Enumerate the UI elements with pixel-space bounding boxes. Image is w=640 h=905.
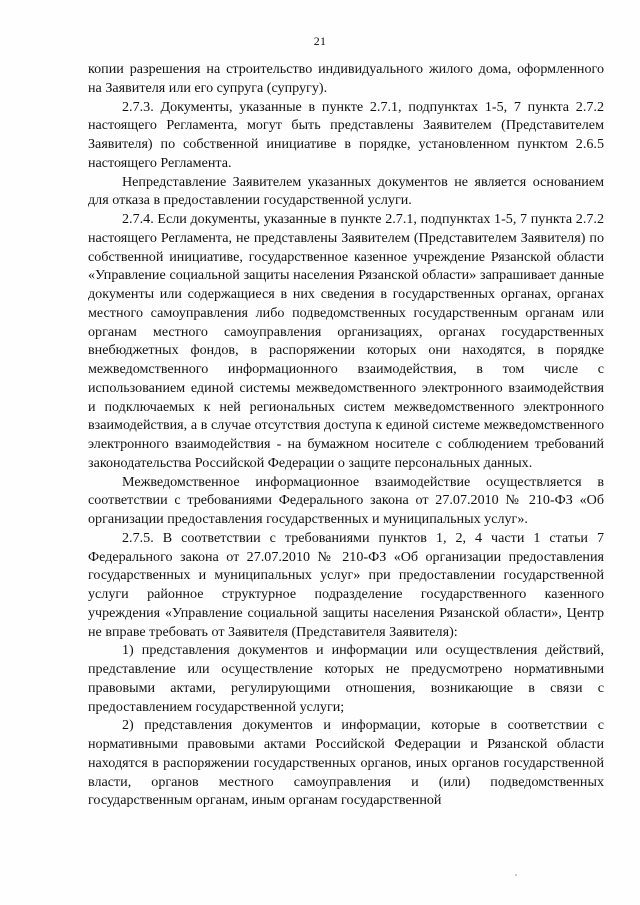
paragraph-2-7-5: 2.7.5. В соответствии с требованиями пунктов 1, 2, 4 части 1 статьи 7 Федерального закона от 27.07.2010 № 210-ФЗ «Об организации предоставления государственных и муниципальных услуг» при предоставлении государственной услуги районное структурное подразделение государственного казенного учреждения «Управление социальной защиты населения Рязанской области», Центр не вправе требовать от Заявителя (Представителя Заявителя): — [88, 529, 604, 640]
paragraph-2-7-4: 2.7.4. Если документы, указанные в пункте 2.7.1, подпунктах 1-5, 7 пункта 2.7.2 настоящего Регламента, не представлены Заявителем (Представителем Заявителя) по собственной инициативе, государственное казенное учреждение Рязанской области «Управление социальной защиты населения Рязанской области» запрашивает данные документы или содержащиеся в них сведения в государственных органах, органах местного самоуправления либо подведомственных государственным органам или органам местного самоуправления организациях, органах государственных внебюджетных фондов, в распоряжении которых они находятся, в порядке межведомственного информационного взаимодействия, в том числе с использованием единой системы межведомственного электронного взаимодействия и подключаемых к ней региональных систем межведомственного электронного взаимодействия, а в случае отсутствия доступа к единой системе межведомственного электронного взаимодействия - на бумажном носителе с соблюдением требований законодательства Российской Федерации о защите персональных данных. — [88, 211, 604, 471]
page-number: 21 — [313, 34, 327, 48]
document-body — [88, 60, 604, 810]
paragraph-non-submission: Непредставление Заявителем указанных документов не является основанием для отказа в предоставлении государственной услуги. — [88, 173, 604, 209]
paragraph-continuation: копии разрешения на строительство индивидуального жилого дома, оформленного на Заявителя или его супруга (супругу). — [88, 61, 604, 96]
list-item-1: 1) представления документов и информации или осуществления действий, представление или осуществление которых не предусмотрено нормативными правовыми актами, регулирующими отношения, возникающие в связи с предоставлением государственной услуги; — [88, 642, 604, 715]
paragraph-interagency-interaction: Межведомственное информационное взаимодействие осуществляется в соответствии с требованиями Федерального закона от 27.07.2010 № 210-ФЗ «Об организации предоставления государственных и муниципальных услуг». — [88, 473, 604, 527]
scan-speck — [515, 874, 517, 876]
list-item-2: 2) представления документов и информации, которые в соответствии с нормативными правовыми актами Российской Федерации и Рязанской области находятся в распоряжении государственных органов, иных органов государственной власти, органов местного самоуправления и (или) подведомственных государственным органам, иным органам государственной — [88, 717, 604, 809]
paragraph-2-7-3: 2.7.3. Документы, указанные в пункте 2.7.1, подпунктах 1-5, 7 пункта 2.7.2 настоящего Регламента, могут быть представлены Заявителем (Представителем Заявителя) по собственной инициативе в порядке, установленном пунктом 2.6.5 настоящего Регламента. — [88, 98, 604, 171]
